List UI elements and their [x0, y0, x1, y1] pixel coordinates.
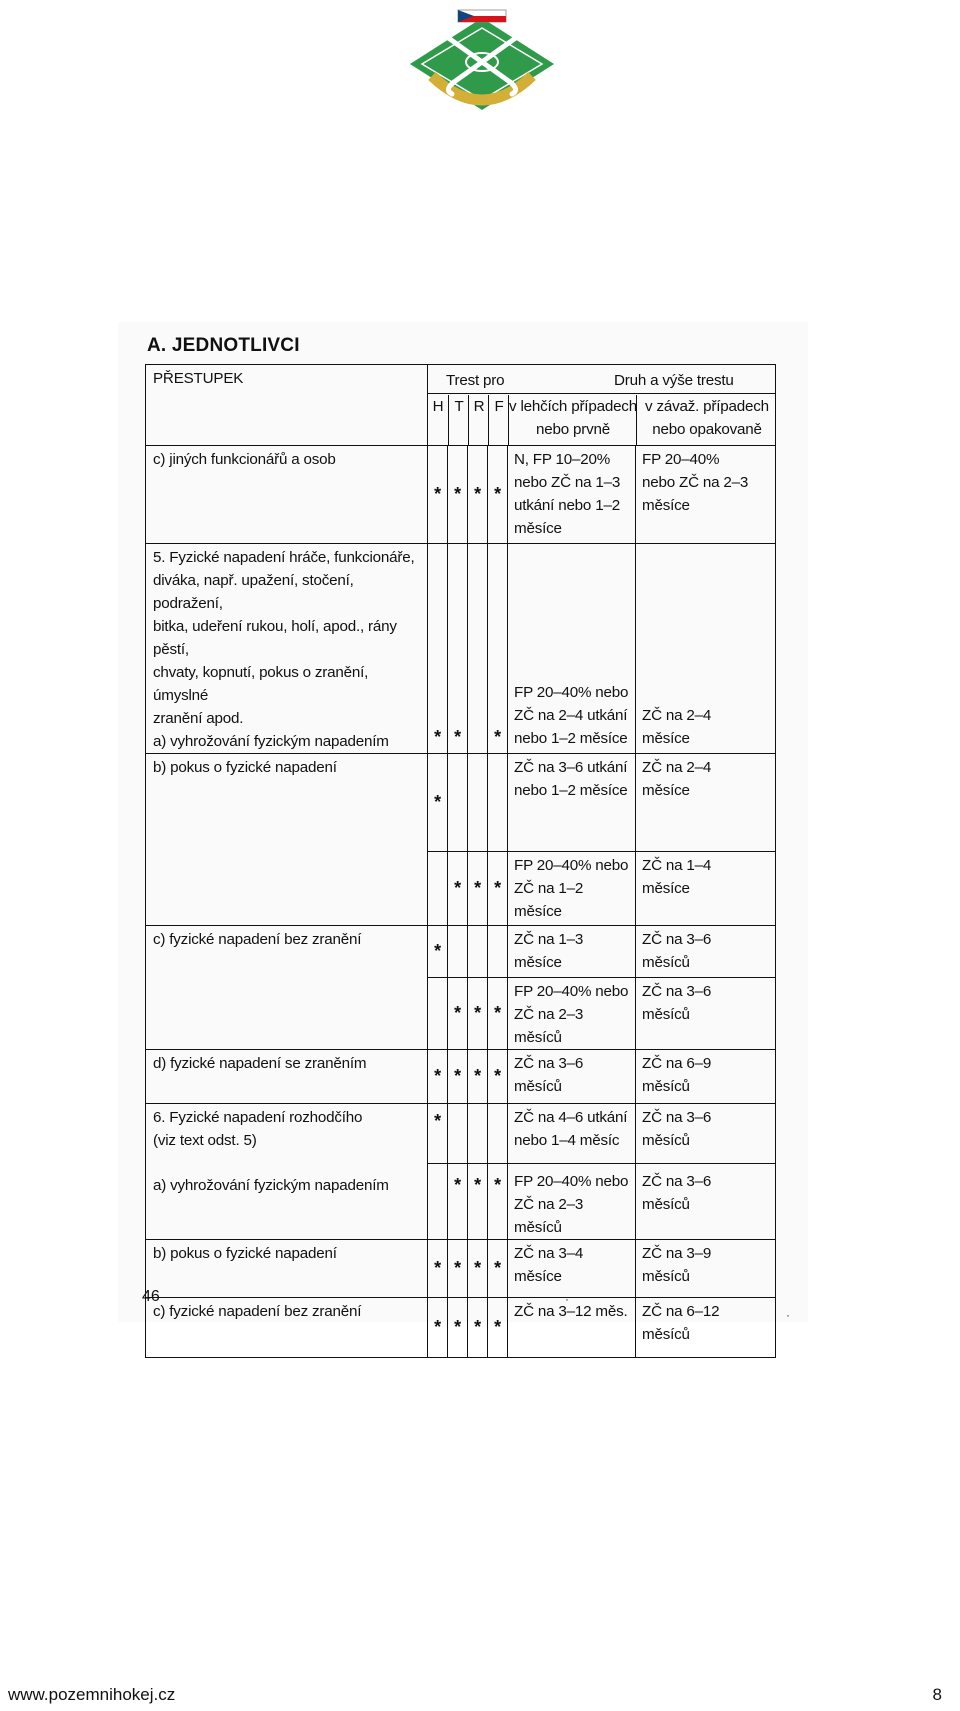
- header-col-f: F: [488, 395, 509, 445]
- star-r: *: [468, 1050, 488, 1104]
- star-f: *: [488, 978, 508, 1050]
- table-header: [146, 365, 776, 446]
- star-f: *: [488, 446, 508, 544]
- penalty-light: ZČ na 3–6 měsíců: [508, 1050, 636, 1104]
- row-desc: c) fyzické napadení bez zranění: [153, 931, 362, 948]
- table-row: [146, 926, 776, 978]
- penalty-severe: ZČ na 3–6 měsíců: [636, 978, 776, 1050]
- scan-speck: ·: [786, 1308, 790, 1322]
- row-desc: b) pokus o fyzické napadení: [153, 1245, 337, 1262]
- star-f: *: [488, 852, 508, 926]
- header-druh: Druh a výše trestu: [614, 372, 734, 389]
- table-row: [146, 1050, 776, 1104]
- penalty-light: FP 20–40% nebo ZČ na 2–4 utkání nebo 1–2 měsíce: [508, 544, 636, 754]
- star-r: *: [468, 978, 488, 1050]
- page-footer: [0, 1682, 960, 1711]
- row-desc: a) vyhrožování fyzickým napadením: [153, 1176, 389, 1194]
- star-f: *: [488, 1050, 508, 1104]
- penalty-severe: FP 20–40% nebo ZČ na 2–3 měsíce: [636, 446, 776, 544]
- star-t: *: [448, 446, 468, 544]
- penalty-severe: ZČ na 3–6 měsíců: [636, 1164, 776, 1240]
- header-col-t: T: [448, 395, 469, 445]
- footer-page-number: 8: [932, 1685, 942, 1704]
- star-h: *: [428, 446, 448, 544]
- star-f: *: [488, 544, 508, 754]
- penalty-light: FP 20–40% nebo ZČ na 2–3 měsíců: [508, 978, 636, 1050]
- row-desc: b) pokus o fyzické napadení: [153, 759, 337, 776]
- penalty-light: ZČ na 3–12 měs.: [508, 1298, 636, 1358]
- star-t: *: [448, 1240, 468, 1298]
- penalty-severe: ZČ na 1–4 měsíce: [636, 852, 776, 926]
- row-desc: c) jiných funkcionářů a osob: [153, 451, 336, 468]
- section-title: A. JEDNOTLIVCI: [147, 335, 300, 356]
- star-h: *: [428, 926, 448, 978]
- penalty-table: [145, 364, 776, 1358]
- star-f: *: [488, 1240, 508, 1298]
- penalty-severe: ZČ na 3–6 měsíců: [636, 1104, 776, 1164]
- czech-hockey-federation-logo: [392, 6, 572, 126]
- penalty-severe: ZČ na 6–12 měsíců: [636, 1298, 776, 1358]
- star-t: *: [448, 1298, 468, 1358]
- penalty-light: ZČ na 3–4 měsíce: [508, 1240, 636, 1298]
- row-desc: c) fyzické napadení bez zranění: [153, 1303, 362, 1320]
- star-h: *: [428, 1104, 448, 1164]
- star-r: *: [468, 1298, 488, 1358]
- header-col-h: H: [432, 398, 444, 415]
- penalty-severe: ZČ na 3–9 měsíců: [636, 1240, 776, 1298]
- star-h: *: [428, 1050, 448, 1104]
- header-col-r: R: [468, 395, 489, 445]
- penalty-light: FP 20–40% nebo ZČ na 1–2 měsíce: [508, 852, 636, 926]
- star-t: *: [448, 544, 468, 754]
- star-t: *: [448, 1050, 468, 1104]
- table-row: [146, 1298, 776, 1358]
- star-r: [468, 544, 488, 754]
- penalty-light: ZČ na 4–6 utkání nebo 1–4 měsíc: [508, 1104, 636, 1164]
- penalty-severe: ZČ na 6–9 měsíců: [636, 1050, 776, 1104]
- star-r: *: [468, 446, 488, 544]
- star-t: *: [448, 852, 468, 926]
- star-r: *: [468, 1164, 488, 1240]
- star-h: *: [428, 1298, 448, 1358]
- star-t: *: [448, 1164, 468, 1240]
- table-row: 6. Fyzické napadení rozhodčího (viz text odst. 5) * ZČ na 4–6 utkání nebo 1–4 měsíc ZČ na 3–6 měsíců: [146, 1104, 776, 1164]
- header-severe: v závaž. případech nebo opakovaně: [636, 395, 777, 445]
- table-row: [146, 446, 776, 544]
- header-offense: PŘESTUPEK: [153, 370, 244, 387]
- star-t: *: [448, 978, 468, 1050]
- penalty-severe: ZČ na 3–6 měsíců: [636, 926, 776, 978]
- penalty-light: N, FP 10–20% nebo ZČ na 1–3 utkání nebo 1–2 měsíce: [508, 446, 636, 544]
- penalty-severe: ZČ na 2–4 měsíce: [636, 754, 776, 852]
- table-row: [146, 1240, 776, 1298]
- table-subrow: [146, 1164, 776, 1240]
- penalty-light: FP 20–40% nebo ZČ na 2–3 měsíců: [508, 1164, 636, 1240]
- header-light: v lehčích případech nebo prvně: [508, 395, 637, 445]
- star-f: *: [488, 1164, 508, 1240]
- penalty-light: ZČ na 3–6 utkání nebo 1–2 měsíce: [508, 754, 636, 852]
- star-f: *: [488, 1298, 508, 1358]
- scan-speck: ·: [565, 1292, 569, 1306]
- row-desc: d) fyzické napadení se zraněním: [153, 1055, 367, 1072]
- star-r: *: [468, 1240, 488, 1298]
- footer-url[interactable]: www.pozemnihokej.cz: [8, 1685, 176, 1704]
- star-r: *: [468, 852, 488, 926]
- header-trest-pro: Trest pro: [446, 372, 505, 389]
- penalty-severe: ZČ na 2–4 měsíce: [636, 544, 776, 754]
- star-h: *: [428, 1240, 448, 1298]
- table-row: [146, 754, 776, 852]
- penalty-light: ZČ na 1–3 měsíce: [508, 926, 636, 978]
- table-row: 5. Fyzické napadení hráče, funkcionáře, diváka, např. upažení, stočení, podražení, bitka, udeření rukou, holí, apod., rány pěstí, chvaty, kopnutí, pokus o zranění, úmyslné zranění apod. a) vyhrožování fyzickým napadením * * * FP 20–40% nebo ZČ na 2–4 utkání nebo 1–2 měsíce ZČ na 2–4 měsíce: [146, 544, 776, 754]
- star-h: *: [428, 544, 448, 754]
- document-page-number: 46: [142, 1288, 160, 1305]
- star-h: *: [428, 754, 448, 852]
